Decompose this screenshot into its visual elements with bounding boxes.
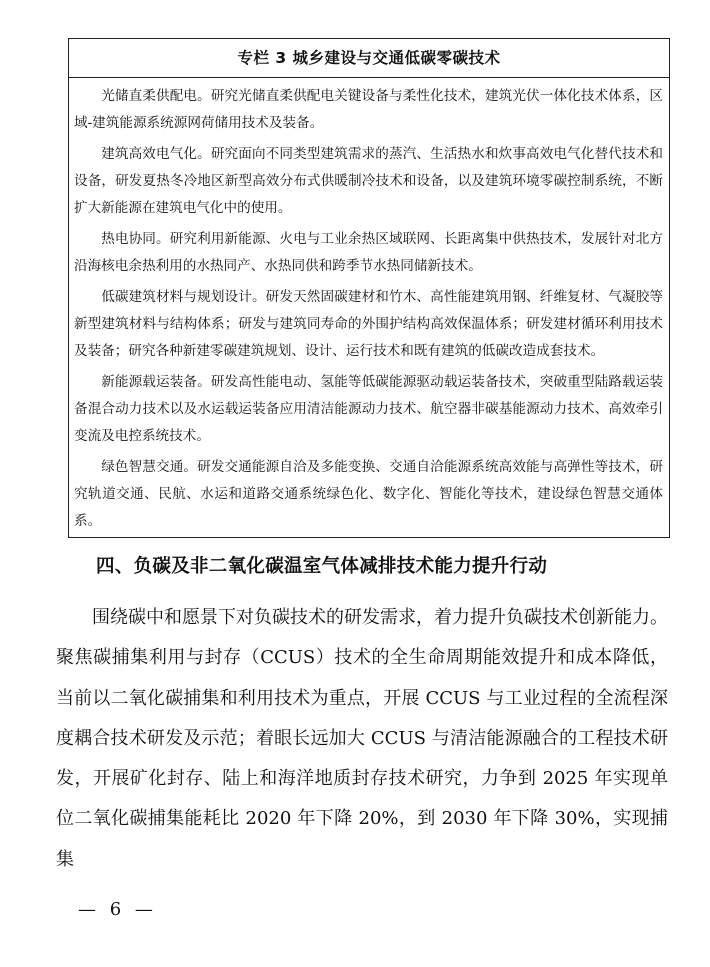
box-body [69, 78, 669, 535]
box-paragraph: 光储直柔供配电。研究光储直柔供配电关键设备与柔性化技术，建筑光伏一体化技术体系，区域-建筑能源系统源网荷储用技术及装备。 [74, 88, 663, 131]
box-paragraph: 建筑高效电气化。研究面向不同类型建筑需求的蒸汽、生活热水和炊事高效电气化替代技术和设备，研发夏热冬冷地区新型高效分布式供暖制冷技术和设备，以及建筑环境零碳控制系统，不断扩大新能源在建筑电气化中的使用。 [74, 146, 663, 216]
box-title: 专栏 3 城乡建设与交通低碳零碳技术 [69, 39, 669, 78]
box-paragraph: 绿色智慧交通。研发交通能源自洽及多能变换、交通自洽能源系统高效能与高弹性等技术，研究轨道交通、民航、水运和道路交通系统绿色化、数字化、智能化等技术，建设绿色智慧交通体系。 [74, 459, 663, 529]
page-number: — 6 — [78, 899, 157, 920]
sidebar-box [68, 38, 670, 538]
section-heading: 四、负碳及非二氧化碳温室气体减排技术能力提升行动 [96, 556, 548, 577]
box-paragraph: 热电协同。研究利用新能源、火电与工业余热区域联网、长距离集中供热技术，发展针对北方沿海核电余热利用的水热同产、水热同供和跨季节水热同储新技术。 [74, 231, 663, 274]
box-paragraph: 新能源载运装备。研发高性能电动、氢能等低碳能源驱动载运装备技术，突破重型陆路载运装备混合动力技术以及水运载运装备应用清洁能源动力技术、航空器非碳基能源动力技术、高效牵引变流及电控系统技术。 [74, 374, 663, 444]
section-body: 围绕碳中和愿景下对负碳技术的研发需求，着力提升负碳技术创新能力。聚焦碳捕集利用与封存（CCUS）技术的全生命周期能效提升和成本降低，当前以二氧化碳捕集和利用技术为重点，开展 CCUS 与工业过程的全流程深度耦合技术研发及示范；着眼长远加大 CCUS 与清洁能源融合的工程技术研发，开展矿化封存、陆上和海洋地质封存技术研究，力争到 2025 年实现单位二氧化碳捕集能耗比 2020 年下降 20%，到 2030 年下降 30%，实现捕集 [56, 607, 668, 870]
box-paragraph: 低碳建筑材料与规划设计。研发天然固碳建材和竹木、高性能建筑用钢、纤维复材、气凝胶等新型建筑材料与结构体系；研发与建筑同寿命的外围护结构高效保温体系；研发建材循环利用技术及装备；研究各种新建零碳建筑规划、设计、运行技术和既有建筑的低碳改造成套技术。 [74, 289, 663, 359]
